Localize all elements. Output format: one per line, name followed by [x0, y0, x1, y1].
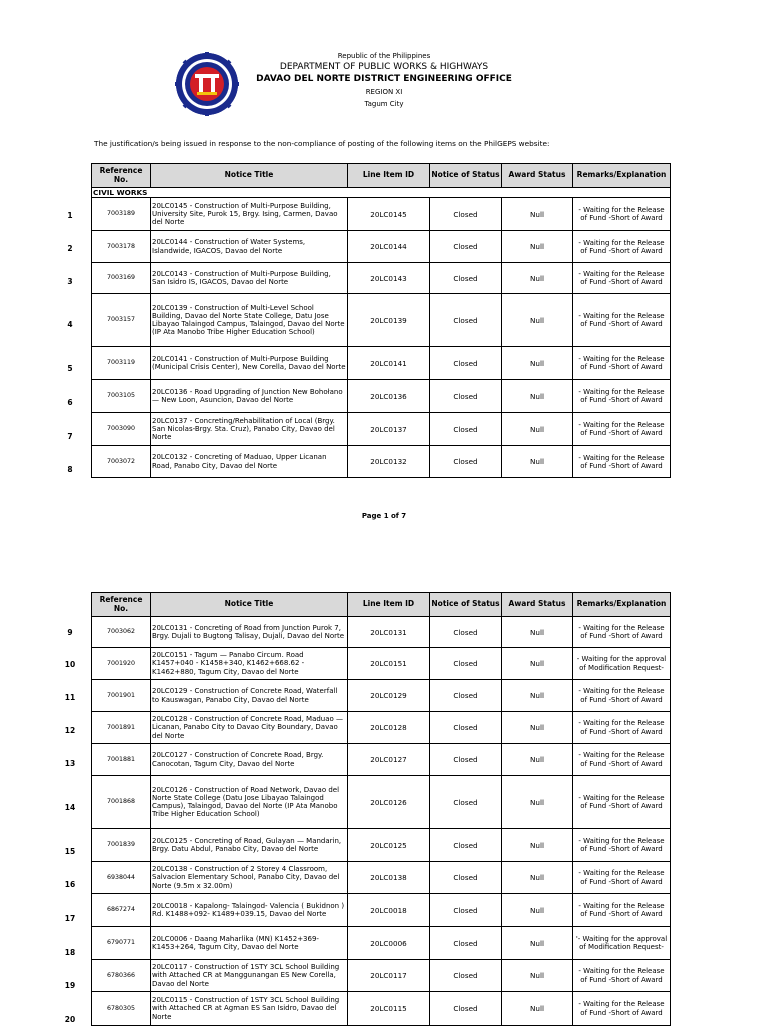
table-row [92, 960, 671, 992]
reference-no-cell: 7001920 [92, 648, 151, 680]
notice-title-cell: 20LC0139 - Construction of Multi-Level School Building, Davao del Norte State College, Datu Jose Libayao Talaingod Campus, Talaingod, Davao del Norte (IP Ata Manobo Tribe Higher Education School) [151, 294, 348, 347]
reference-no-cell: 7003062 [92, 617, 151, 648]
remarks-cell: - Waiting for the Release of Fund -Short of Award [573, 712, 671, 744]
col-notice-title: Notice Title [151, 593, 348, 617]
table-row [92, 648, 671, 680]
col-remarks: Remarks/Explanation [573, 164, 671, 188]
notice-title-cell: 20LC0117 - Construction of 1STY 3CL School Building with Attached CR at Manggunangan ES New Corella, Davao del Norte [151, 960, 348, 992]
award-status-cell: Null [502, 263, 573, 294]
notice-status-cell: Closed [430, 776, 502, 829]
reference-no-cell: 7001901 [92, 680, 151, 712]
notice-status-cell: Closed [430, 712, 502, 744]
remarks-cell: - Waiting for the Release of Fund -Short of Award [573, 894, 671, 927]
col-line-item-id: Line Item ID [348, 593, 430, 617]
award-status-cell: Null [502, 413, 573, 446]
notice-title-cell: 20LC0132 - Concreting of Maduao, Upper Licanan Road, Panabo City, Davao del Norte [151, 446, 348, 478]
col-notice-title: Notice Title [151, 164, 348, 188]
section-civil-works: CIVIL WORKS [92, 188, 671, 198]
notice-status-cell: Closed [430, 862, 502, 894]
row-number: 6 [67, 397, 73, 407]
row-number: 10 [64, 660, 76, 669]
reference-no-cell: 6938044 [92, 862, 151, 894]
department-name: DEPARTMENT OF PUBLIC WORKS & HIGHWAYS [279, 62, 489, 72]
award-status-cell: Null [502, 231, 573, 263]
reference-no-cell: 7001881 [92, 744, 151, 776]
award-status-cell: Null [502, 776, 573, 829]
line-item-id-cell: 20LC0127 [348, 744, 430, 776]
col-reference-no: Reference No. [92, 164, 151, 188]
remarks-cell: - Waiting for the Release of Fund -Short of Award [573, 829, 671, 862]
line-item-id-cell: 20LC0132 [348, 446, 430, 478]
line-item-id-cell: 20LC0145 [348, 198, 430, 231]
line-item-id-cell: 20LC0126 [348, 776, 430, 829]
remarks-cell: - Waiting for the Release of Fund -Short of Award [573, 380, 671, 413]
notice-title-cell: 20LC0143 - Construction of Multi-Purpose Building, San Isidro IS, IGACOS, Davao del Norte [151, 263, 348, 294]
row-number: 11 [64, 693, 76, 702]
notice-title-cell: 20LC0127 - Construction of Concrete Road, Brgy. Canocotan, Tagum City, Davao del Norte [151, 744, 348, 776]
republic-line: Republic of the Philippines [337, 52, 431, 60]
reference-no-cell: 7003157 [92, 294, 151, 347]
table-row [92, 617, 671, 648]
reference-no-cell: 7003072 [92, 446, 151, 478]
line-item-id-cell: 20LC0151 [348, 648, 430, 680]
section-row [92, 188, 671, 198]
notice-title-cell: 20LC0128 - Construction of Concrete Road, Maduao — Licanan, Panabo City to Davao City Boundary, Davao del Norte [151, 712, 348, 744]
items-table-page-2 [91, 592, 671, 1026]
office-name: DAVAO DEL NORTE DISTRICT ENGINEERING OFFICE [256, 74, 512, 84]
col-award-status: Award Status [502, 593, 573, 617]
notice-title-cell: 20LC0125 - Concreting of Road, Gulayan — Mandarin, Brgy. Datu Abdul, Panabo City, Davao del Norte [151, 829, 348, 862]
region-line: REGION XI [365, 88, 403, 96]
award-status-cell: Null [502, 712, 573, 744]
reference-no-cell: 7003119 [92, 347, 151, 380]
notice-title-cell: 20LC0006 - Daang Maharlika (MN) K1452+369-K1453+264, Tagum City, Davao del Norte [151, 927, 348, 960]
col-reference-no: Reference No. [92, 593, 151, 617]
reference-no-cell: 6780305 [92, 992, 151, 1026]
notice-title-cell: 20LC0136 - Road Upgrading of Junction New Bohołano — New Loon, Asuncion, Davao del Norte [151, 380, 348, 413]
reference-no-cell: 7001839 [92, 829, 151, 862]
line-item-id-cell: 20LC0131 [348, 617, 430, 648]
row-number: 8 [67, 465, 73, 474]
notice-title-cell: 20LC0131 - Concreting of Road from Junction Purok 7, Brgy. Dujali to Bugtong Talisay, Dujali, Davao del Norte [151, 617, 348, 648]
row-number: 5 [67, 363, 73, 373]
line-item-id-cell: 20LC0006 [348, 927, 430, 960]
line-item-id-cell: 20LC0128 [348, 712, 430, 744]
row-number: 20 [64, 1015, 76, 1024]
line-item-id-cell: 20LC0115 [348, 992, 430, 1026]
table-row [92, 294, 671, 347]
reference-no-cell: 7003169 [92, 263, 151, 294]
notice-status-cell: Closed [430, 231, 502, 263]
line-item-id-cell: 20LC0143 [348, 263, 430, 294]
notice-status-cell: Closed [430, 446, 502, 478]
col-notice-of-status: Notice of Status [430, 164, 502, 188]
table-row [92, 446, 671, 478]
notice-title-cell: 20LC0138 - Construction of 2 Storey 4 Classroom, Salvacion Elementary School, Panabo City, Davao del Norte (9.5m x 32.00m) [151, 862, 348, 894]
line-item-id-cell: 20LC0018 [348, 894, 430, 927]
remarks-cell: - Waiting for the Release of Fund -Short of Award [573, 862, 671, 894]
line-item-id-cell: 20LC0125 [348, 829, 430, 862]
notice-title-cell: 20LC0141 - Construction of Multi-Purpose Building (Municipal Crisis Center), New Corella, Davao del Norte [151, 347, 348, 380]
table-row [92, 829, 671, 862]
remarks-cell: - Waiting for the Release of Fund -Short of Award [573, 992, 671, 1026]
remarks-cell: - Waiting for the Release of Fund -Short of Award [573, 263, 671, 294]
notice-status-cell: Closed [430, 894, 502, 927]
col-award-status: Award Status [502, 164, 573, 188]
table-row [92, 198, 671, 231]
col-notice-of-status: Notice of Status [430, 593, 502, 617]
row-number: 14 [64, 802, 76, 812]
notice-status-cell: Closed [430, 680, 502, 712]
table-row [92, 927, 671, 960]
notice-title-cell: 20LC0137 - Concreting/Rehabilitation of Local (Brgy. San Nicolas-Brgy. Sta. Cruz), Panabo City, Davao del Norte [151, 413, 348, 446]
row-number: 3 [67, 276, 73, 286]
table-row [92, 894, 671, 927]
remarks-cell: - Waiting for the approval of Modification Request- [573, 648, 671, 680]
notice-title-cell: 20LC0115 - Construction of 1STY 3CL School Building with Attached CR at Agman ES San Isidro, Davao del Norte [151, 992, 348, 1026]
row-number: 4 [67, 319, 73, 329]
notice-status-cell: Closed [430, 927, 502, 960]
award-status-cell: Null [502, 862, 573, 894]
notice-status-cell: Closed [430, 347, 502, 380]
reference-no-cell: 6867274 [92, 894, 151, 927]
award-status-cell: Null [502, 680, 573, 712]
page-number: Page 1 of 7 [361, 512, 407, 520]
line-item-id-cell: 20LC0139 [348, 294, 430, 347]
award-status-cell: Null [502, 894, 573, 927]
award-status-cell: Null [502, 648, 573, 680]
reference-no-cell: 7001868 [92, 776, 151, 829]
remarks-cell: - Waiting for the Release of Fund -Short of Award [573, 413, 671, 446]
notice-status-cell: Closed [430, 648, 502, 680]
line-item-id-cell: 20LC0117 [348, 960, 430, 992]
reference-no-cell: 7003105 [92, 380, 151, 413]
table-row [92, 231, 671, 263]
notice-status-cell: Closed [430, 744, 502, 776]
remarks-cell: - Waiting for the Release of Fund -Short of Award [573, 446, 671, 478]
notice-status-cell: Closed [430, 380, 502, 413]
reference-no-cell: 7003189 [92, 198, 151, 231]
table-row [92, 712, 671, 744]
remarks-cell: - Waiting for the Release of Fund -Short of Award [573, 744, 671, 776]
table-row [92, 380, 671, 413]
notice-title-cell: 20LC0145 - Construction of Multi-Purpose Building, University Site, Purok 15, Brgy. Ising, Carmen, Davao del Norte [151, 198, 348, 231]
remarks-cell: - Waiting for the Release of Fund -Short of Award [573, 198, 671, 231]
reference-no-cell: 7001891 [92, 712, 151, 744]
remarks-cell: - Waiting for the Release of Fund -Short of Award [573, 231, 671, 263]
reference-no-cell: 6790771 [92, 927, 151, 960]
notice-status-cell: Closed [430, 960, 502, 992]
table-header-row [92, 164, 671, 188]
line-item-id-cell: 20LC0136 [348, 380, 430, 413]
row-number: 7 [67, 431, 73, 441]
row-number: 15 [64, 846, 76, 856]
notice-title-cell: 20LC0126 - Construction of Road Network, Davao del Norte State College (Datu Jose Libayao Talaingod Campus), Talaingod, Davao del Norte (IP Ata Manobo Tribe Higher Education School) [151, 776, 348, 829]
table-row [92, 347, 671, 380]
award-status-cell: Null [502, 294, 573, 347]
row-number: 12 [64, 726, 76, 735]
table-row [92, 263, 671, 294]
award-status-cell: Null [502, 347, 573, 380]
row-number: 17 [64, 913, 76, 923]
line-item-id-cell: 20LC0144 [348, 231, 430, 263]
award-status-cell: Null [502, 744, 573, 776]
table-row [92, 776, 671, 829]
row-number: 1 [67, 210, 73, 220]
table-row [92, 413, 671, 446]
notice-status-cell: Closed [430, 829, 502, 862]
col-remarks: Remarks/Explanation [573, 593, 671, 617]
award-status-cell: Null [502, 617, 573, 648]
notice-status-cell: Closed [430, 617, 502, 648]
remarks-cell: - Waiting for the Release of Fund -Short of Award [573, 680, 671, 712]
notice-title-cell: 20LC0144 - Construction of Water Systems, Islandwide, IGACOS, Davao del Norte [151, 231, 348, 263]
col-line-item-id: Line Item ID [348, 164, 430, 188]
notice-status-cell: Closed [430, 294, 502, 347]
row-number: 9 [67, 627, 73, 637]
notice-title-cell: 20LC0018 - Kapalong- Talaingod- Valencia ( Bukidnon ) Rd. K1488+092- K1489+039.15, Davao del Norte [151, 894, 348, 927]
reference-no-cell: 7003090 [92, 413, 151, 446]
remarks-cell: - Waiting for the Release of Fund -Short of Award [573, 347, 671, 380]
remarks-cell: - Waiting for the Release of Fund -Short of Award [573, 294, 671, 347]
row-number: 16 [64, 880, 76, 889]
award-status-cell: Null [502, 446, 573, 478]
line-item-id-cell: 20LC0141 [348, 347, 430, 380]
remarks-cell: - Waiting for the Release of Fund -Short of Award [573, 776, 671, 829]
table-row [92, 680, 671, 712]
remarks-cell: - Waiting for the Release of Fund -Short of Award [573, 960, 671, 992]
table-header-row [92, 593, 671, 617]
award-status-cell: Null [502, 992, 573, 1026]
row-number: 13 [64, 759, 76, 768]
notice-status-cell: Closed [430, 198, 502, 231]
intro-text: The justification/s being issued in response to the non-compliance of posting of the following items on the PhilGEPS website: [94, 139, 550, 148]
remarks-cell: '- Waiting for the approval of Modification Request- [573, 927, 671, 960]
award-status-cell: Null [502, 380, 573, 413]
line-item-id-cell: 20LC0129 [348, 680, 430, 712]
notice-title-cell: 20LC0129 - Construction of Concrete Road, Waterfall to Kauswagan, Panabo City, Davao del Norte [151, 680, 348, 712]
row-number: 2 [67, 244, 73, 253]
award-status-cell: Null [502, 927, 573, 960]
reference-no-cell: 7003178 [92, 231, 151, 263]
remarks-cell: - Waiting for the Release of Fund -Short of Award [573, 617, 671, 648]
notice-status-cell: Closed [430, 263, 502, 294]
city-line: Tagum City [364, 100, 404, 108]
award-status-cell: Null [502, 198, 573, 231]
row-number: 18 [64, 947, 76, 957]
line-item-id-cell: 20LC0137 [348, 413, 430, 446]
table-row [92, 992, 671, 1026]
award-status-cell: Null [502, 960, 573, 992]
document-page-2 [0, 530, 768, 1024]
items-table-page-1 [91, 163, 671, 478]
reference-no-cell: 6780366 [92, 960, 151, 992]
table-row [92, 744, 671, 776]
notice-status-cell: Closed [430, 413, 502, 446]
table-row [92, 862, 671, 894]
award-status-cell: Null [502, 829, 573, 862]
row-number: 19 [64, 981, 76, 990]
notice-status-cell: Closed [430, 992, 502, 1026]
line-item-id-cell: 20LC0138 [348, 862, 430, 894]
notice-title-cell: 20LC0151 - Tagum — Panabo Circum. Road K1457+040 - K1458+340, K1462+668.62 - K1462+880, Tagum City, Davao del Norte [151, 648, 348, 680]
